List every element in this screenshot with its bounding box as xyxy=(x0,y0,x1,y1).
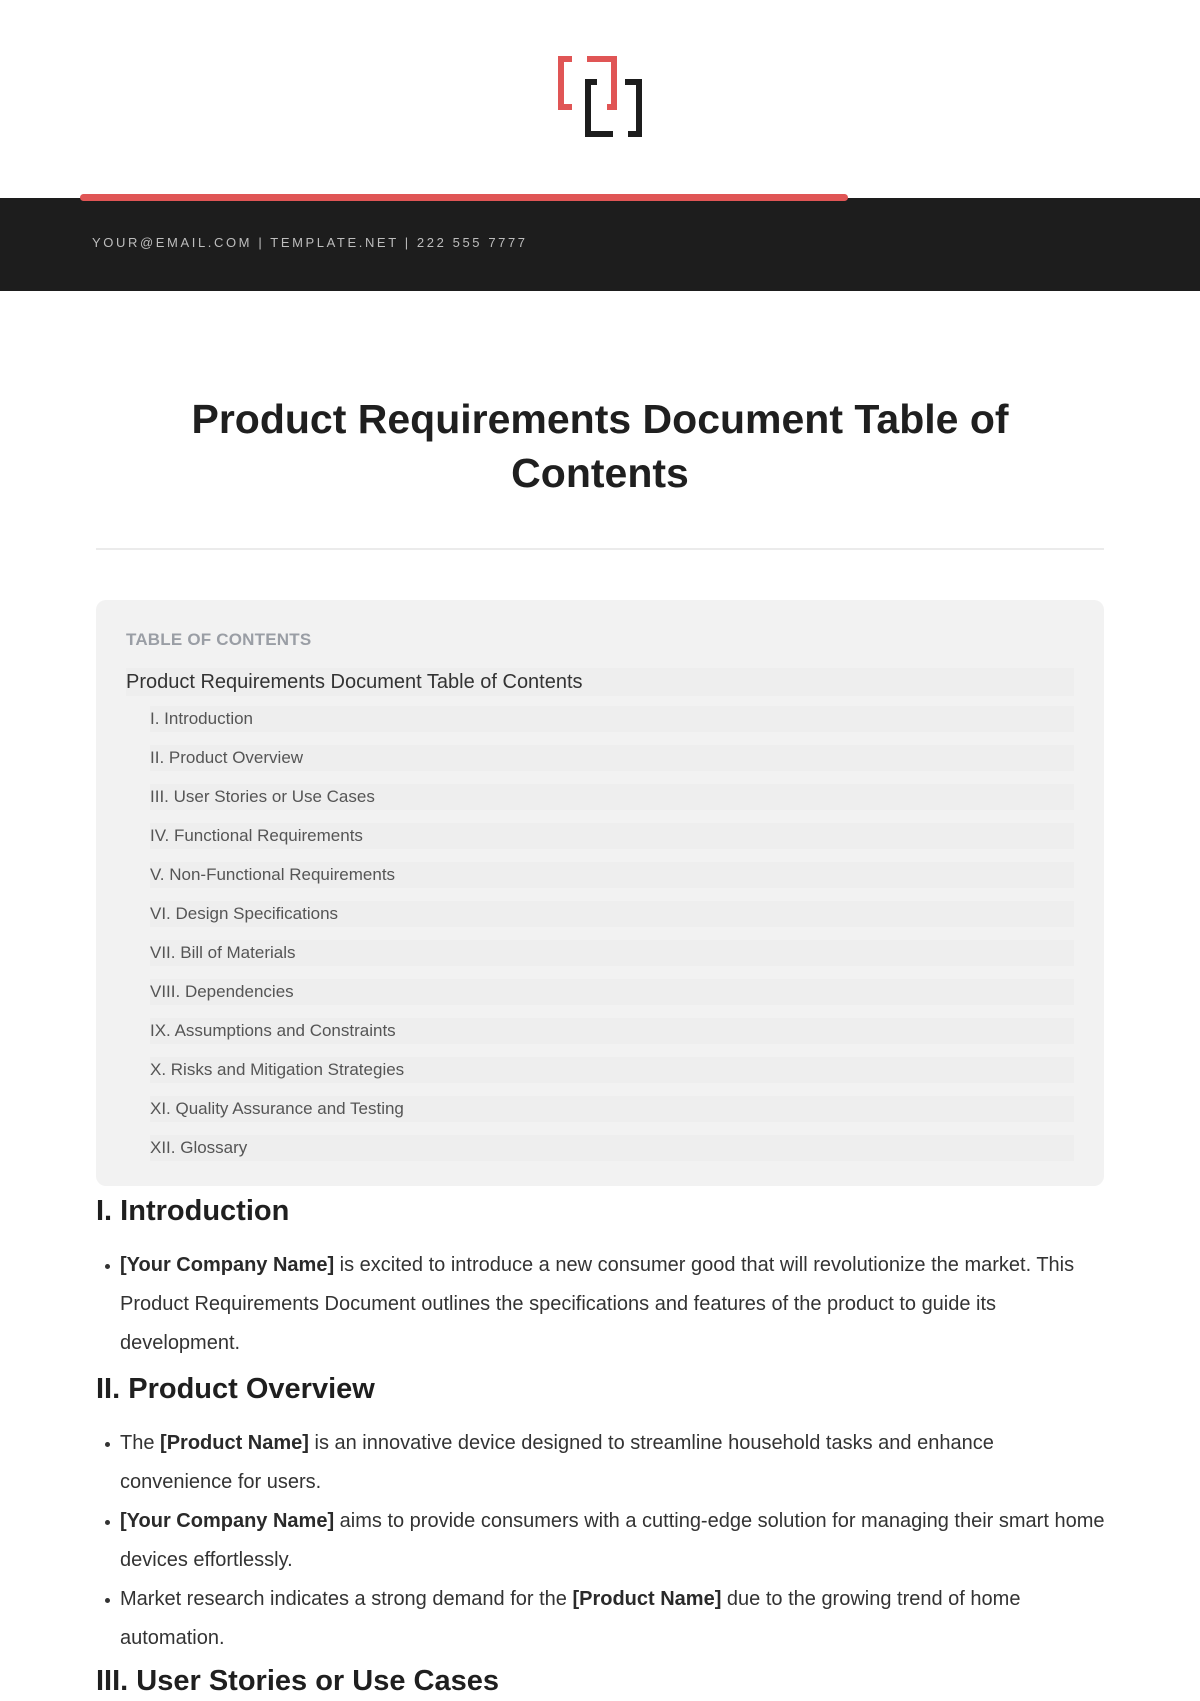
toc-item-product-overview[interactable]: II. Product Overview xyxy=(150,745,1074,771)
toc-item-dependencies[interactable]: VIII. Dependencies xyxy=(150,979,1074,1005)
toc-item-design-specifications[interactable]: VI. Design Specifications xyxy=(150,901,1074,927)
bold-placeholder: [Your Company Name] xyxy=(120,1254,335,1276)
page-title: Product Requirements Document Table of Contents xyxy=(191,396,1009,496)
toc-item-introduction[interactable]: I. Introduction xyxy=(150,706,1074,732)
section-heading: III. User Stories or Use Cases xyxy=(96,1665,499,1697)
toc-list xyxy=(150,706,1074,1174)
bold-placeholder: [Product Name] xyxy=(160,1432,309,1454)
section-user-stories xyxy=(96,1662,1106,1700)
logo-area xyxy=(0,0,1200,198)
accent-line xyxy=(80,194,848,201)
toc-item-quality-assurance[interactable]: XI. Quality Assurance and Testing xyxy=(150,1096,1074,1122)
toc-item-non-functional-requirements[interactable]: V. Non-Functional Requirements xyxy=(150,862,1074,888)
bullet-text-pre: Market research indicates a strong demand for the xyxy=(120,1588,573,1610)
bullet-list xyxy=(96,1424,1106,1658)
section-product-overview xyxy=(96,1370,1106,1658)
bullet-list xyxy=(96,1246,1106,1363)
list-item xyxy=(96,1246,1106,1363)
list-item xyxy=(96,1424,1106,1502)
toc-item-functional-requirements[interactable]: IV. Functional Requirements xyxy=(150,823,1074,849)
toc-item-glossary[interactable]: XII. Glossary xyxy=(150,1135,1074,1161)
bullet-text: is excited to introduce a new consumer good that will revolutionize the market. This Product Requirements Document outlines the specifications and features of the product to guide its development. xyxy=(120,1254,1075,1354)
toc-heading: TABLE OF CONTENTS xyxy=(126,630,312,649)
section-heading: II. Product Overview xyxy=(96,1373,375,1405)
list-item xyxy=(96,1580,1106,1658)
bullet-text-pre: The xyxy=(120,1432,161,1454)
toc-item-bill-of-materials[interactable]: VII. Bill of Materials xyxy=(150,940,1074,966)
bracket-logo-icon xyxy=(558,56,642,138)
bold-placeholder: [Product Name] xyxy=(572,1588,722,1610)
contact-info: YOUR@EMAIL.COM | TEMPLATE.NET | 222 555 7777 xyxy=(92,235,528,250)
section-introduction xyxy=(96,1192,1106,1363)
section-heading: I. Introduction xyxy=(96,1195,290,1227)
list-item xyxy=(96,1502,1106,1580)
bullet-text: aims to provide consumers with a cutting-edge solution for managing their smart home devices effortlessly. xyxy=(120,1510,1105,1571)
toc-item-user-stories[interactable]: III. User Stories or Use Cases xyxy=(150,784,1074,810)
toc-item-risks[interactable]: X. Risks and Mitigation Strategies xyxy=(150,1057,1074,1083)
table-of-contents xyxy=(96,600,1104,1186)
bullet-text: due to the growing trend of home automation. xyxy=(120,1588,1021,1649)
bullet-text: is an innovative device designed to streamline household tasks and enhance convenience for users. xyxy=(120,1432,994,1493)
toc-main-entry[interactable]: Product Requirements Document Table of Contents xyxy=(126,668,1074,696)
bold-placeholder: [Your Company Name] xyxy=(120,1510,335,1532)
title-divider xyxy=(96,548,1104,550)
toc-item-assumptions[interactable]: IX. Assumptions and Constraints xyxy=(150,1018,1074,1044)
